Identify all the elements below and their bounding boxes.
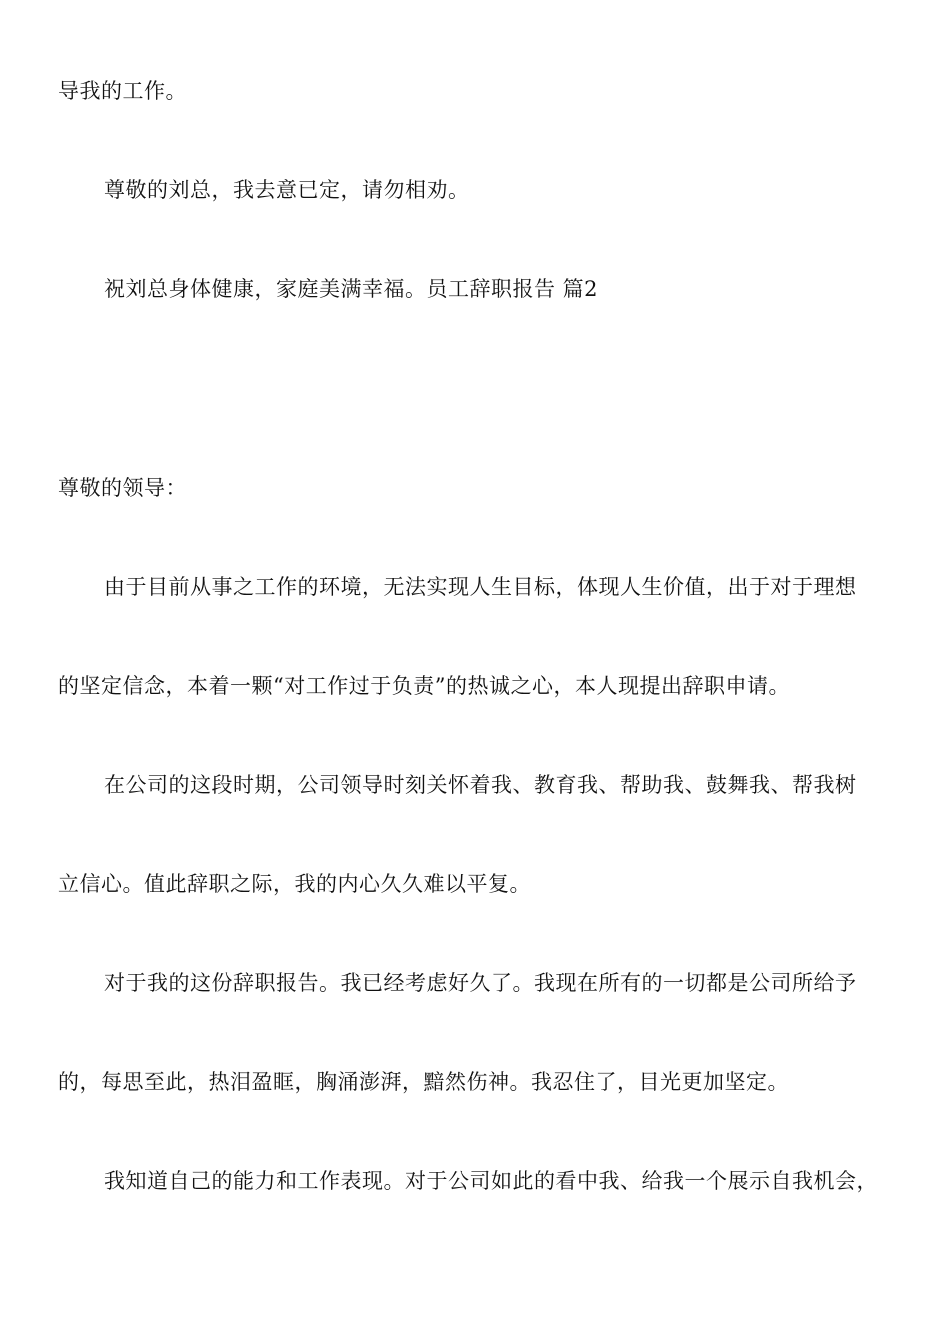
text-line-paragraph: 在公司的这段时期，公司领导时刻关怀着我、教育我、帮助我、鼓舞我、帮我树 <box>104 773 857 797</box>
text-line-continuation: 的坚定信念，本着一颗“对工作过于负责”的热诚之心，本人现提出辞职申请。 <box>58 674 790 698</box>
text-line-continuation: 的，每思至此，热泪盈眶，胸涌澎湃，黯然伤神。我忍住了，目光更加坚定。 <box>58 1070 789 1094</box>
text-line-paragraph: 对于我的这份辞职报告。我已经考虑好久了。我现在所有的一切都是公司所给予 <box>104 971 857 995</box>
text-line-paragraph: 尊敬的刘总，我去意已定，请勿相劝。 <box>104 178 470 202</box>
text-line-continuation: 导我的工作。 <box>58 79 187 103</box>
salutation: 尊敬的领导： <box>58 476 187 500</box>
text-line-paragraph: 我知道自己的能力和工作表现。对于公司如此的看中我、给我一个展示自我机会， <box>104 1169 878 1193</box>
text-line-continuation: 立信心。值此辞职之际，我的内心久久难以平复。 <box>58 872 531 896</box>
text-line-paragraph: 祝刘总身体健康，家庭美满幸福。员工辞职报告 篇2 <box>104 277 599 301</box>
text-line-paragraph: 由于目前从事之工作的环境，无法实现人生目标，体现人生价值，出于对于理想 <box>104 575 857 599</box>
